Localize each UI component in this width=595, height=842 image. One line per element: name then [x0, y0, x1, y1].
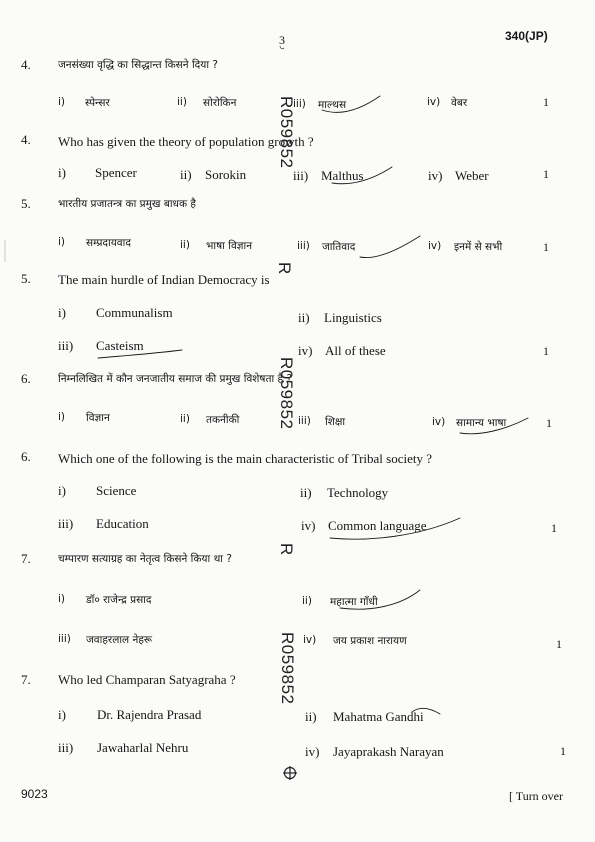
- option-num: i): [58, 96, 66, 108]
- option-num: i): [58, 236, 66, 248]
- marks: 1: [551, 521, 557, 535]
- option-text: सामान्य भाषा: [456, 417, 507, 429]
- option-num: iv): [303, 634, 317, 646]
- option-num: iii): [58, 338, 74, 353]
- option-text: सोरोकिन: [203, 97, 237, 109]
- option-num: iv): [305, 744, 320, 759]
- option-text: Linguistics: [324, 310, 382, 325]
- option-text: Spencer: [95, 165, 137, 180]
- stamp-code: R059852: [277, 96, 296, 169]
- paper-code: 340(JP): [505, 29, 548, 43]
- option-num: iv): [428, 168, 443, 183]
- marks: 1: [543, 344, 549, 358]
- option-text: तकनीकी: [206, 414, 240, 426]
- question-number: 4.: [21, 57, 31, 72]
- option-num: iv): [298, 343, 313, 358]
- option-num: iii): [58, 633, 71, 645]
- option-text: Communalism: [96, 305, 173, 320]
- option-text: जवाहरलाल नेहरू: [86, 634, 153, 646]
- option-text: स्पेन्सर: [85, 97, 110, 109]
- option-num: i): [58, 305, 66, 320]
- page-number: 3: [279, 33, 285, 47]
- option-text: डॉ० राजेन्द्र प्रसाद: [86, 594, 152, 606]
- option-text: All of these: [325, 343, 386, 358]
- option-num: iii): [293, 98, 306, 110]
- registration-mark: [283, 766, 297, 780]
- option-text: Malthus: [321, 168, 364, 183]
- option-num: ii): [302, 595, 312, 607]
- option-text: जय प्रकाश नारायण: [333, 635, 407, 647]
- option-text: Common language: [328, 518, 427, 533]
- stamp-letter: R: [277, 543, 296, 556]
- option-text: महात्मा गाँधी: [330, 596, 378, 608]
- option-num: ii): [305, 709, 317, 724]
- marks: 1: [543, 240, 549, 254]
- option-num: i): [58, 483, 66, 498]
- option-num: iii): [297, 240, 310, 252]
- question-number: 6.: [21, 449, 31, 464]
- option-text: Sorokin: [205, 167, 247, 182]
- option-text: माल्थस: [318, 99, 347, 111]
- option-num: i): [58, 707, 66, 722]
- option-num: ii): [177, 96, 187, 108]
- question-text: The main hurdle of Indian Democracy is: [58, 272, 270, 287]
- option-text: भाषा विज्ञान: [206, 240, 253, 252]
- marks: 1: [543, 95, 549, 109]
- stamp-code: R059852: [278, 632, 297, 705]
- question-number: 7.: [21, 672, 31, 687]
- option-text: विज्ञान: [86, 412, 110, 424]
- option-num: ii): [180, 167, 192, 182]
- option-text: Casteism: [96, 338, 144, 353]
- option-num: iii): [58, 740, 74, 755]
- question-text: Who has given the theory of population growth ?: [58, 134, 314, 149]
- question-number: 5.: [21, 196, 31, 211]
- option-text: जातिवाद: [322, 241, 356, 253]
- turn-over-note: [ Turn over: [509, 789, 564, 803]
- question-number: 6.: [21, 371, 31, 386]
- option-text: Jawaharlal Nehru: [97, 740, 189, 755]
- option-text: Jayaprakash Narayan: [333, 744, 444, 759]
- marks: 1: [546, 416, 552, 430]
- option-num: ii): [180, 413, 190, 425]
- question-text: जनसंख्या वृद्धि का सिद्धान्त किसने दिया ?: [58, 59, 218, 71]
- option-text: वेबर: [451, 97, 468, 109]
- option-num: ii): [180, 239, 190, 251]
- option-num: i): [58, 165, 66, 180]
- option-text: सम्प्रदायवाद: [86, 237, 131, 249]
- question-text: चम्पारण सत्याग्रह का नेतृत्व किसने किया था ?: [58, 553, 232, 565]
- option-text: Education: [96, 516, 149, 531]
- option-num: iv): [301, 518, 316, 533]
- question-number: 4.: [21, 132, 31, 147]
- option-num: iii): [293, 168, 309, 183]
- option-num: i): [58, 411, 66, 423]
- question-text: निम्नलिखित में कौन जनजातीय समाज की प्रमुख विशेषता है ?: [58, 373, 293, 385]
- option-text: शिक्षा: [325, 416, 346, 428]
- option-text: Mahatma Gandhi: [333, 709, 424, 724]
- option-text: इनमें से सभी: [454, 241, 503, 253]
- option-text: Weber: [455, 168, 489, 183]
- option-num: ii): [300, 485, 312, 500]
- question-number: 7.: [21, 551, 31, 566]
- marks: 1: [560, 744, 566, 758]
- marks: 1: [556, 637, 562, 651]
- option-text: Science: [96, 483, 137, 498]
- option-text: Technology: [327, 485, 389, 500]
- option-num: iv): [432, 416, 446, 428]
- stamp-letter: R: [275, 262, 294, 275]
- option-num: iv): [428, 240, 442, 252]
- option-num: iii): [58, 516, 74, 531]
- question-number: 5.: [21, 271, 31, 286]
- option-num: ii): [298, 310, 310, 325]
- stamp-code: R059852: [277, 357, 296, 430]
- question-text: Who led Champaran Satyagraha ?: [58, 672, 236, 687]
- option-text: Dr. Rajendra Prasad: [97, 707, 202, 722]
- option-num: i): [58, 593, 66, 605]
- option-num: iii): [298, 415, 311, 427]
- footer-code: 9023: [21, 787, 48, 801]
- question-text: Which one of the following is the main characteristic of Tribal society ?: [58, 451, 433, 466]
- option-num: iv): [427, 96, 441, 108]
- marks: 1: [543, 167, 549, 181]
- question-text: भारतीय प्रजातन्त्र का प्रमुख बाधक है: [58, 198, 196, 210]
